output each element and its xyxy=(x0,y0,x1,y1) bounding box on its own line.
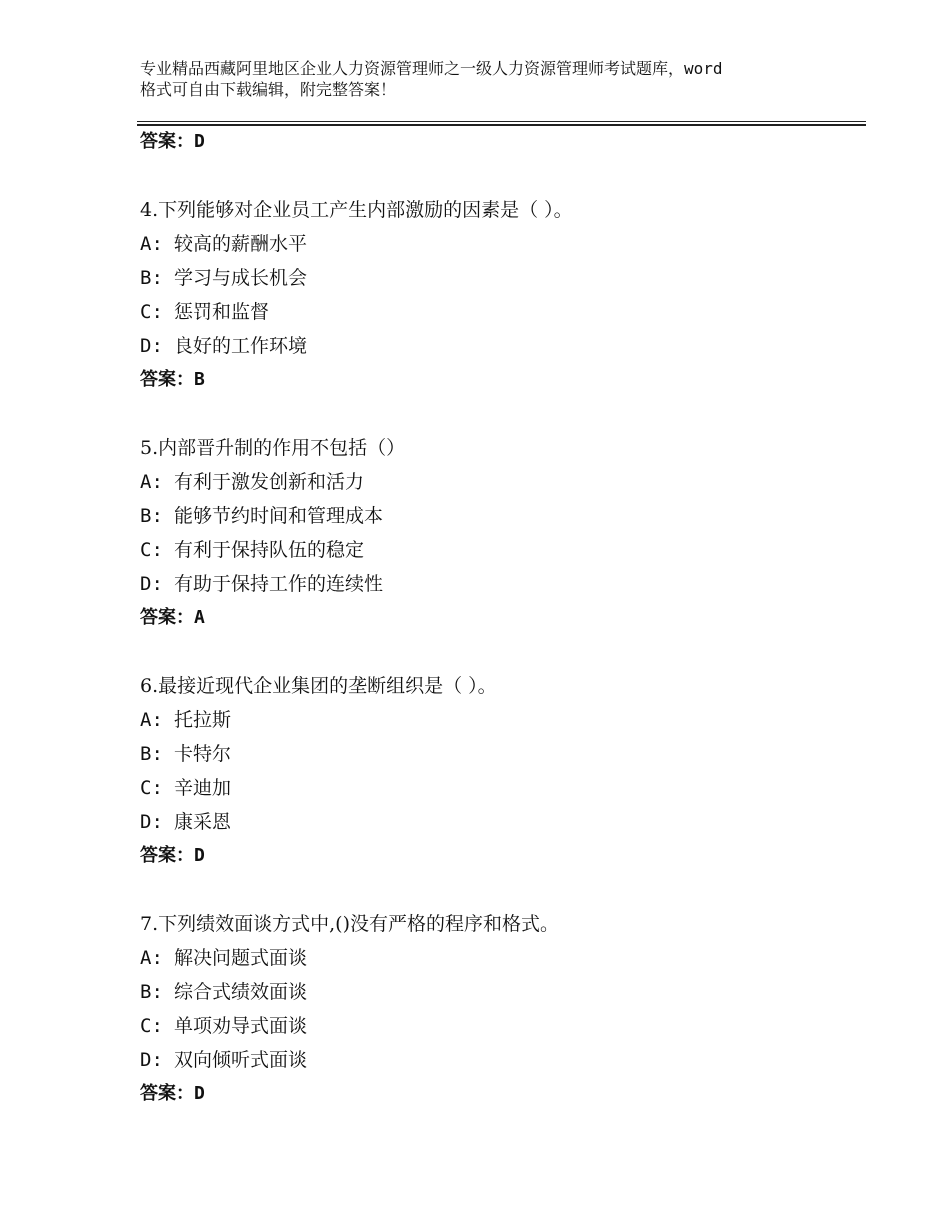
option-letter: C: xyxy=(140,301,163,323)
page-header xyxy=(140,58,840,100)
option-a xyxy=(140,703,860,737)
option-letter: A: xyxy=(140,947,163,969)
option-text: 托拉斯 xyxy=(174,709,232,731)
option-d xyxy=(140,1043,860,1077)
option-a xyxy=(140,465,860,499)
option-letter: D: xyxy=(140,1049,163,1071)
option-a xyxy=(140,941,860,975)
header-line-2: 格式可自由下载编辑，附完整答案！ xyxy=(140,80,397,99)
option-letter: D: xyxy=(140,335,163,357)
option-a xyxy=(140,227,860,261)
option-text: 惩罚和监督 xyxy=(174,301,270,323)
answer-line xyxy=(140,839,860,873)
option-text: 综合式绩效面谈 xyxy=(174,981,308,1003)
option-c xyxy=(140,533,860,567)
question-text: 7.下列绩效面谈方式中,()没有严格的程序和格式。 xyxy=(140,913,559,935)
answer-value: D xyxy=(194,845,205,866)
option-b xyxy=(140,261,860,295)
option-letter: A: xyxy=(140,471,163,493)
option-text: 康采恩 xyxy=(174,811,232,833)
option-c xyxy=(140,1009,860,1043)
header-line-1: 专业精品西藏阿里地区企业人力资源管理师之一级人力资源管理师考试题库，word xyxy=(140,59,723,78)
option-d xyxy=(140,329,860,363)
answer-label: 答案： xyxy=(140,845,194,866)
option-b xyxy=(140,499,860,533)
option-c xyxy=(140,771,860,805)
option-text: 学习与成长机会 xyxy=(174,267,308,289)
answer-line xyxy=(140,1077,860,1111)
answer-label: 答案： xyxy=(140,607,194,628)
option-b xyxy=(140,975,860,1009)
option-text: 卡特尔 xyxy=(174,743,232,765)
answer-line xyxy=(140,363,860,397)
option-text: 单项劝导式面谈 xyxy=(174,1015,308,1037)
answer-label: 答案： xyxy=(140,1083,194,1104)
option-letter: C: xyxy=(140,777,163,799)
option-text: 解决问题式面谈 xyxy=(174,947,308,969)
option-letter: D: xyxy=(140,811,163,833)
option-text: 较高的薪酬水平 xyxy=(174,233,308,255)
option-text: 有利于保持队伍的稳定 xyxy=(174,539,365,561)
answer-value: D xyxy=(194,131,205,152)
answer-line xyxy=(140,601,860,635)
option-letter: A: xyxy=(140,709,163,731)
answer-line xyxy=(140,125,860,159)
option-d xyxy=(140,567,860,601)
option-d xyxy=(140,805,860,839)
option-letter: C: xyxy=(140,539,163,561)
question-text: 5.内部晋升制的作用不包括（） xyxy=(140,437,406,459)
option-c xyxy=(140,295,860,329)
option-text: 辛迪加 xyxy=(174,777,232,799)
option-letter: C: xyxy=(140,1015,163,1037)
question-text: 6.最接近现代企业集团的垄断组织是（ ）。 xyxy=(140,675,497,697)
option-text: 能够节约时间和管理成本 xyxy=(174,505,384,527)
option-text: 良好的工作环境 xyxy=(174,335,308,357)
option-letter: B: xyxy=(140,743,163,765)
option-letter: D: xyxy=(140,573,163,595)
option-text: 双向倾听式面谈 xyxy=(174,1049,308,1071)
question-list xyxy=(140,125,860,1111)
option-letter: B: xyxy=(140,505,163,527)
answer-value: D xyxy=(194,1083,205,1104)
answer-label: 答案： xyxy=(140,131,194,152)
option-letter: A: xyxy=(140,233,163,255)
answer-value: A xyxy=(194,607,205,628)
answer-label: 答案： xyxy=(140,369,194,390)
option-letter: B: xyxy=(140,267,163,289)
option-b xyxy=(140,737,860,771)
answer-value: B xyxy=(194,369,205,390)
question-text: 4.下列能够对企业员工产生内部激励的因素是（ ）。 xyxy=(140,199,573,221)
header-divider xyxy=(137,121,866,122)
option-text: 有助于保持工作的连续性 xyxy=(174,573,384,595)
option-letter: B: xyxy=(140,981,163,1003)
option-text: 有利于激发创新和活力 xyxy=(174,471,365,493)
